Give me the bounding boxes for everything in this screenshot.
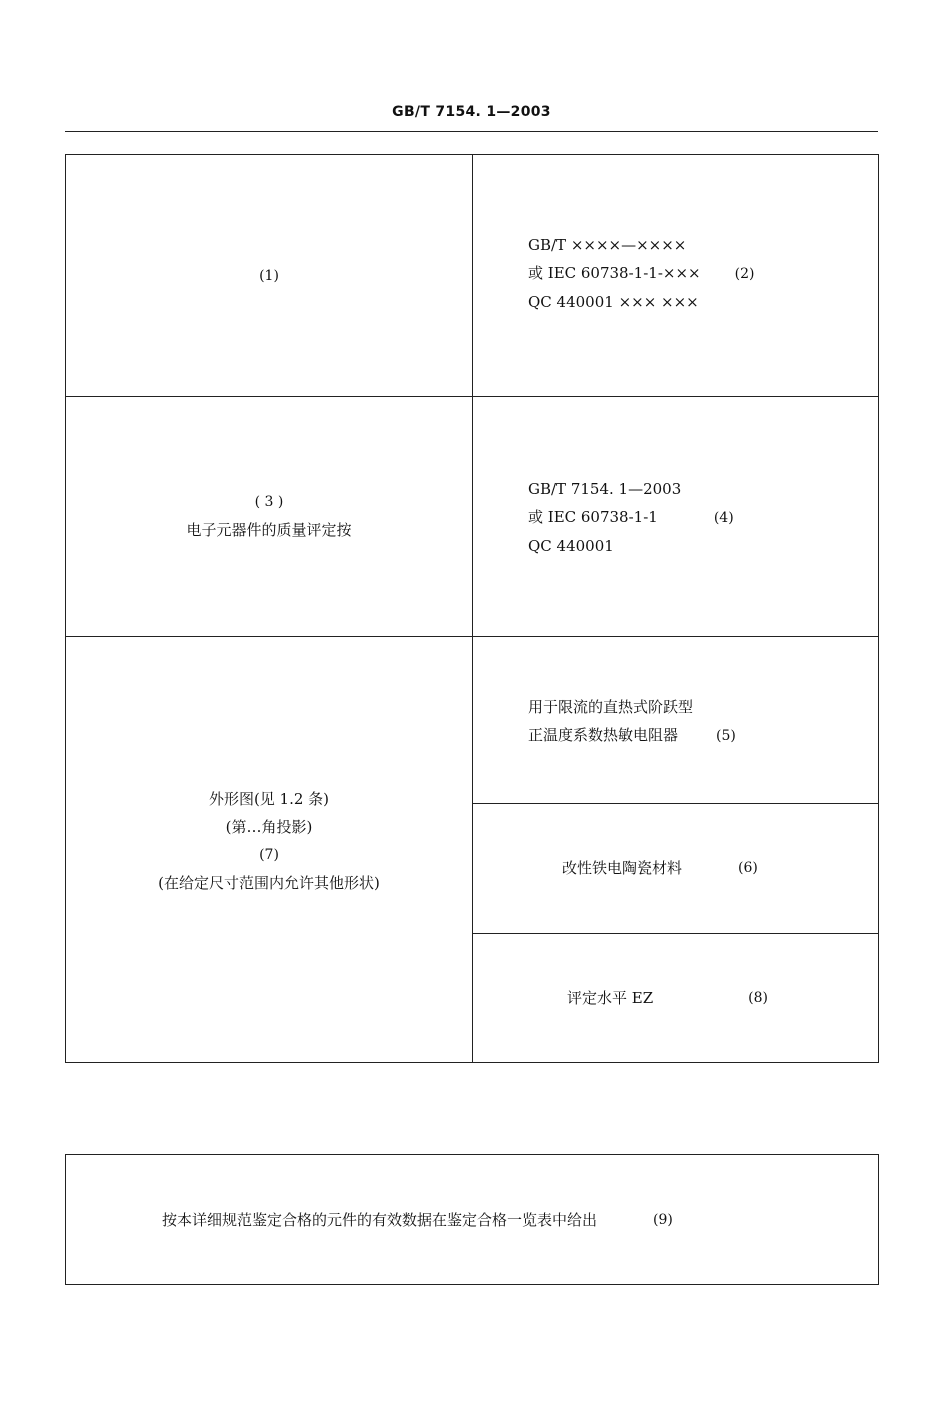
cell-7-line-4: (在给定尺寸范围内允许其他形状) [158, 874, 380, 892]
cell-3-label: ( 3 ) [254, 494, 284, 510]
cell-6-text: 改性铁电陶瓷材料 [562, 859, 683, 877]
cell-3 [66, 396, 472, 636]
cell-4 [528, 475, 858, 560]
cell-8-label: (8) [748, 990, 768, 1006]
cell-4-line-3: QC 440001 [528, 537, 614, 555]
cell-7 [66, 785, 472, 897]
header-rule [65, 131, 878, 132]
cell-5-line-1: 用于限流的直热式阶跃型 [528, 698, 694, 716]
specification-table [65, 154, 879, 1063]
cell-8-text: 评定水平 EZ [567, 989, 654, 1007]
validity-note [162, 1206, 862, 1234]
cell-7-line-2: (第…角投影) [225, 818, 313, 836]
cell-1 [66, 155, 472, 396]
cell-4-label: (4) [713, 510, 734, 526]
cell-5-label: (5) [716, 728, 736, 744]
validity-note-label: (9) [653, 1212, 673, 1228]
standard-header: GB/T 7154. 1—2003 [392, 104, 551, 120]
cell-3-text: 电子元器件的质量评定按 [186, 521, 352, 539]
cell-8 [472, 933, 879, 1063]
cell-5-line-2: 正温度系数热敏电阻器 [528, 726, 679, 744]
cell-2-label: (2) [734, 266, 755, 282]
cell-2-line-2: 或 IEC 60738-1-1-××× [528, 264, 701, 282]
cell-6 [472, 803, 879, 933]
validity-note-text: 按本详细规范鉴定合格的元件的有效数据在鉴定合格一览表中给出 [162, 1211, 598, 1229]
cell-5 [528, 693, 858, 750]
cell-6-label: (6) [738, 860, 758, 876]
cell-2 [528, 231, 858, 316]
cell-4-line-1: GB/T 7154. 1—2003 [528, 480, 682, 498]
cell-1-label: (1) [259, 267, 279, 284]
cell-2-line-1: GB/T ××××—×××× [528, 236, 687, 254]
table-row-divider-2 [66, 636, 879, 637]
cell-4-line-2: 或 IEC 60738-1-1 [528, 508, 658, 526]
cell-2-line-3: QC 440001 ××× ××× [528, 293, 699, 311]
validity-note-box [65, 1154, 879, 1285]
cell-7-line-3: (7) [259, 847, 279, 863]
cell-7-line-1: 外形图(见 1.2 条) [208, 790, 330, 808]
